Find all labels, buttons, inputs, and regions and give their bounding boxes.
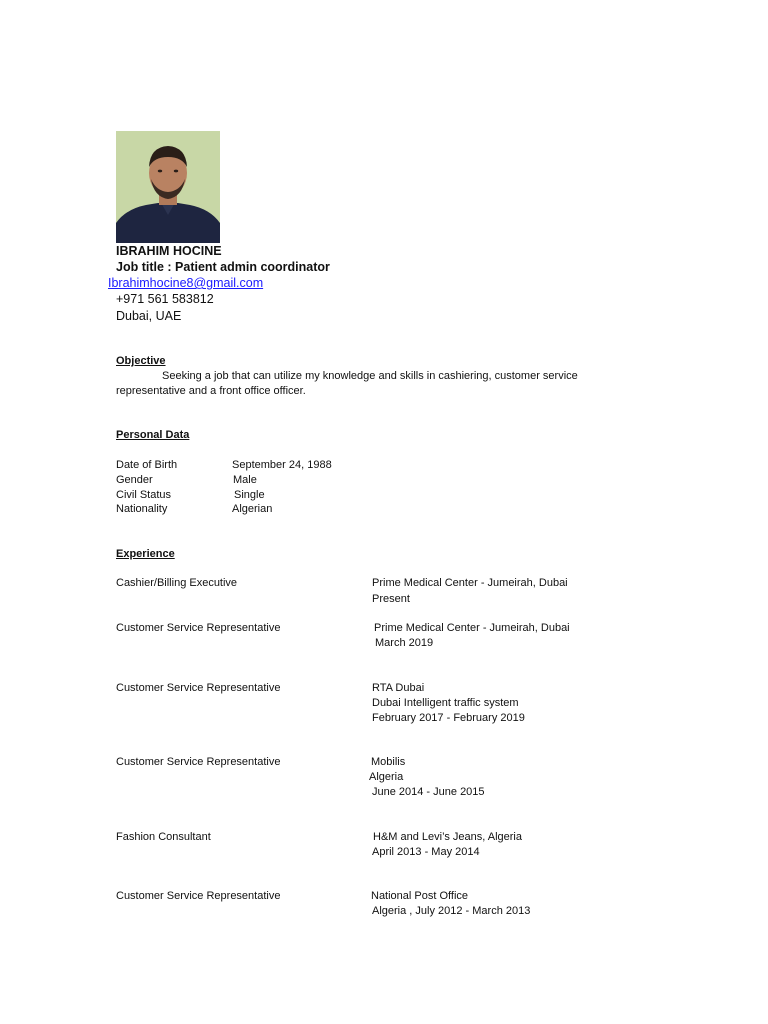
experience-dates: March 2019 bbox=[375, 637, 434, 649]
experience-heading: Experience bbox=[116, 548, 175, 560]
civil-status-value: Single bbox=[234, 489, 265, 501]
objective-heading: Objective bbox=[116, 355, 166, 367]
experience-role: Customer Service Representative bbox=[116, 890, 281, 902]
civil-status-label: Civil Status bbox=[116, 489, 172, 501]
experience-dates: April 2013 - May 2014 bbox=[372, 846, 480, 858]
experience-detail: Dubai Intelligent traffic system bbox=[372, 697, 519, 709]
experience-employer: Prime Medical Center - Jumeirah, Dubai bbox=[372, 577, 568, 589]
phone-number: +971 561 583812 bbox=[116, 292, 214, 306]
email-link[interactable]: Ibrahimhocine8@gmail.com bbox=[108, 276, 264, 290]
experience-employer: National Post Office bbox=[371, 890, 469, 902]
experience-dates: February 2017 - February 2019 bbox=[372, 712, 525, 724]
dob-label: Date of Birth bbox=[116, 459, 178, 471]
profile-photo bbox=[116, 131, 220, 243]
experience-dates: June 2014 - June 2015 bbox=[372, 786, 485, 798]
experience-employer: H&M and Levi’s Jeans, Algeria bbox=[373, 831, 522, 843]
experience-role: Customer Service Representative bbox=[116, 756, 281, 768]
objective-text-line2: representative and a front office officer. bbox=[116, 385, 306, 397]
personal-data-heading: Personal Data bbox=[116, 429, 190, 441]
nationality-label: Nationality bbox=[116, 503, 168, 515]
experience-detail: Algeria bbox=[369, 771, 404, 783]
gender-label: Gender bbox=[116, 474, 153, 486]
experience-role: Customer Service Representative bbox=[116, 682, 281, 694]
experience-role: Cashier/Billing Executive bbox=[116, 577, 238, 589]
location: Dubai, UAE bbox=[116, 309, 182, 323]
experience-employer: Mobilis bbox=[371, 756, 406, 768]
experience-role: Customer Service Representative bbox=[116, 622, 281, 634]
nationality-value: Algerian bbox=[232, 503, 273, 515]
candidate-name: IBRAHIM HOCINE bbox=[116, 244, 222, 258]
experience-employer: RTA Dubai bbox=[372, 682, 425, 694]
experience-role: Fashion Consultant bbox=[116, 831, 211, 843]
person-photo-icon bbox=[116, 131, 220, 243]
dob-value: September 24, 1988 bbox=[232, 459, 332, 471]
experience-dates: Present bbox=[372, 593, 410, 605]
experience-dates: Algeria , July 2012 - March 2013 bbox=[372, 905, 531, 917]
objective-text-line1: Seeking a job that can utilize my knowledge and skills in cashiering, customer service bbox=[162, 370, 578, 382]
job-title: Job title : Patient admin coordinator bbox=[116, 260, 330, 274]
experience-employer: Prime Medical Center - Jumeirah, Dubai bbox=[374, 622, 570, 634]
gender-value: Male bbox=[233, 474, 257, 486]
